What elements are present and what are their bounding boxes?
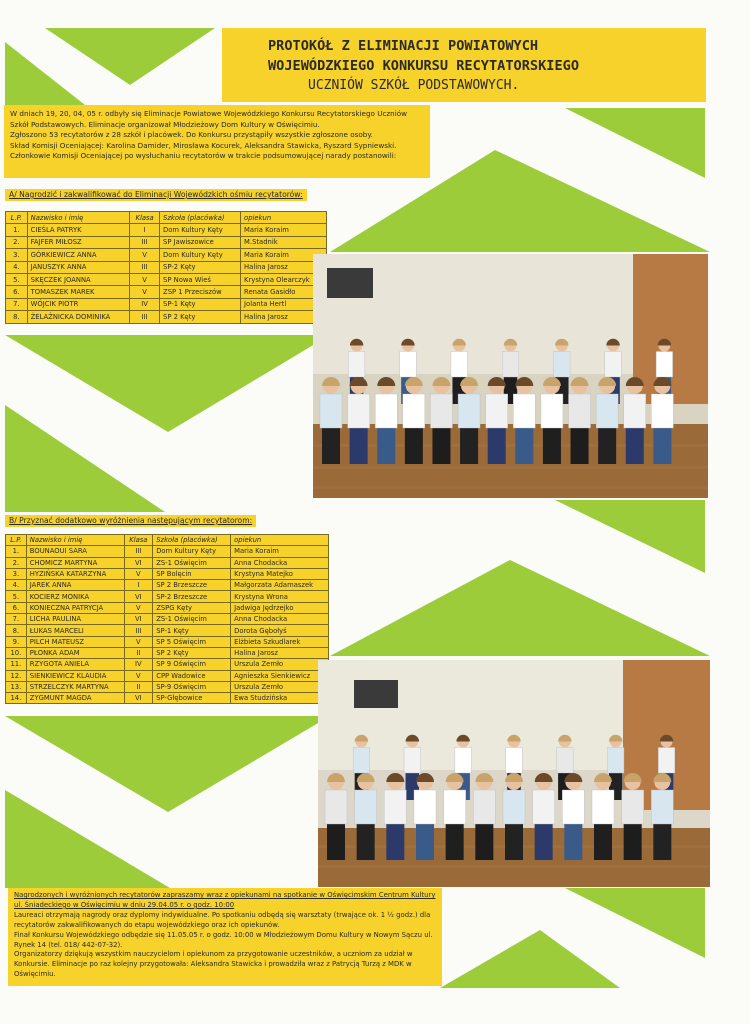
row-number: 8. (6, 625, 27, 636)
student-name: JAREK ANNA (26, 580, 124, 591)
column-header: Klasa (124, 535, 153, 546)
class-grade: V (124, 602, 153, 613)
table-row (6, 670, 329, 681)
green-triangle (440, 930, 620, 988)
class-grade: III (130, 261, 160, 273)
footer-paragraph: Laureaci otrzymają nagrody oraz dyplomy indywidualne. Po spotkaniu odbędą się warsztaty (trwające ok. 1 ½ godz.) dla recytatorów zakwalifikowanych do etapu wojewódzkiego oraz ich opiekunów. (14, 910, 431, 929)
table-row (6, 602, 329, 613)
green-triangle (5, 335, 330, 432)
row-number: 3. (6, 249, 28, 261)
school-name: SP-Głębowice (153, 693, 231, 704)
green-triangle (5, 790, 170, 888)
student-name: RZYGOTA ANIELA (26, 659, 124, 670)
school-name: SP 2 Kęty (153, 647, 231, 658)
teacher-name: Krystyna Wrona (231, 591, 329, 602)
table-row (6, 224, 327, 236)
student-name: PILCH MATEUSZ (26, 636, 124, 647)
column-header: opiekun (241, 212, 327, 224)
green-triangle (5, 716, 330, 812)
row-number: 1. (6, 546, 27, 557)
teacher-name: Halina Jarosz (241, 261, 327, 273)
teacher-name: Urszula Zemło (231, 659, 329, 670)
school-name: SP 2 Brzeszcze (153, 580, 231, 591)
section-a-label: A/ Nagrodzić i zakwalifikować do Eliminacji Wojewódzkich ośmiu recytatorów: (5, 189, 307, 201)
class-grade: VI (124, 614, 153, 625)
awarded-table (5, 211, 327, 324)
school-name: SP-1 Kęty (153, 625, 231, 636)
intro-text (4, 105, 430, 178)
teacher-name: Krystyna Matejko (231, 568, 329, 579)
class-grade: III (130, 236, 160, 248)
school-name: CPP Wadowice (153, 670, 231, 681)
student-name: ZYGMUNT MAGDA (26, 693, 124, 704)
school-name: SP-1 Kęty (160, 298, 241, 310)
student-name: LICHA PAULINA (26, 614, 124, 625)
class-grade: V (130, 249, 160, 261)
teacher-name: M.Stadnik (241, 236, 327, 248)
row-number: 2. (6, 236, 28, 248)
intro-paragraph: Skład Komisji Oceniającej: Karolina Damider, Mirosława Kocurek, Aleksandra Stawicka, Ryszard Sypniewski. Członkowie Komisji Oceniającej po wysłuchaniu recytatorów w trakcie podsumowującej narady postanowili: (10, 140, 397, 161)
column-header: L.P. (6, 535, 27, 546)
title-line-1: PROTOKÓŁ Z ELIMINACJI POWIATOWYCH (268, 38, 539, 54)
green-triangle (5, 42, 85, 105)
row-number: 11. (6, 659, 27, 670)
table-row (6, 568, 329, 579)
group-photo-distinguished (318, 660, 710, 887)
student-name: SKĘCZEK JOANNA (27, 273, 130, 285)
class-grade: II (124, 681, 153, 692)
footer-paragraph: Finał Konkursu Wojewódzkiego odbędzie się 11.05.05 r. o godz. 10:00 w Młodzieżowym Domu Kultury w Nowym Sączu ul. Rynek 14 (tel. 018/ 442-07-32). (14, 930, 433, 949)
school-name: ZS-1 Oświęcim (153, 557, 231, 568)
student-name: KOCIERZ MONIKA (26, 591, 124, 602)
table-row (6, 546, 329, 557)
teacher-name: Elżbieta Szkudlarek (231, 636, 329, 647)
school-name: SP 2 Kęty (160, 311, 241, 323)
student-name: FAJFER MIŁOSZ (27, 236, 130, 248)
student-name: GÓRKIEWICZ ANNA (27, 249, 130, 261)
column-header: Szkoła (placówka) (160, 212, 241, 224)
title-line-3: UCZNIÓW SZKÓŁ PODSTAWOWYCH. (308, 78, 520, 93)
green-triangle (45, 28, 215, 85)
school-name: SP Bolęcin (153, 568, 231, 579)
teacher-name: Jadwiga Jędrzejko (231, 602, 329, 613)
student-name: HYZIŃSKA KATARZYNA (26, 568, 124, 579)
table-row (6, 298, 327, 310)
class-grade: III (124, 546, 153, 557)
school-name: SP-9 Oświęcim (153, 681, 231, 692)
teacher-name: Anna Chodacka (231, 557, 329, 568)
intro-paragraph: Zgłoszono 53 recytatorów z 28 szkół i placówek. Do Konkursu przystąpiły wszystkie zgłoszone osoby. (10, 130, 373, 140)
table-row (6, 591, 329, 602)
teacher-name: Dorota Gębołyś (231, 625, 329, 636)
teacher-name: Renata Gasidło (241, 286, 327, 298)
student-name: KONIECZNA PATRYCJA (26, 602, 124, 613)
teacher-name: Maria Koraim (241, 249, 327, 261)
class-grade: IV (130, 298, 160, 310)
table-row (6, 614, 329, 625)
row-number: 4. (6, 580, 27, 591)
school-name: ZS-1 Oświęcim (153, 614, 231, 625)
class-grade: III (124, 625, 153, 636)
class-grade: V (124, 670, 153, 681)
row-number: 8. (6, 311, 28, 323)
column-header: opiekun (231, 535, 329, 546)
column-header: Nazwisko i imię (26, 535, 124, 546)
table-row (6, 261, 327, 273)
row-number: 9. (6, 636, 27, 647)
column-header: Klasa (130, 212, 160, 224)
title-line-2: WOJEWÓDZKIEGO KONKURSU RECYTATORSKIEGO (268, 58, 579, 74)
table-row (6, 647, 329, 658)
school-name: ZSP 1 Przeciszów (160, 286, 241, 298)
class-grade: I (130, 224, 160, 236)
table-row (6, 693, 329, 704)
student-name: TOMASZEK MAREK (27, 286, 130, 298)
table-row (6, 311, 327, 323)
student-name: WÓJCIK PIOTR (27, 298, 130, 310)
table-row (6, 636, 329, 647)
column-header: Nazwisko i imię (27, 212, 130, 224)
class-grade: V (124, 568, 153, 579)
row-number: 2. (6, 557, 27, 568)
teacher-name: Maria Koraim (231, 546, 329, 557)
teacher-name: Ewa Studzińska (231, 693, 329, 704)
class-grade: VI (124, 557, 153, 568)
student-name: JANUSZYK ANNA (27, 261, 130, 273)
row-number: 6. (6, 602, 27, 613)
green-triangle (565, 108, 705, 178)
class-grade: I (124, 580, 153, 591)
table-row (6, 236, 327, 248)
school-name: SP Nowa Wieś (160, 273, 241, 285)
class-grade: V (130, 286, 160, 298)
teacher-name: Halina Jarosz (241, 311, 327, 323)
teacher-name: Anna Chodacka (231, 614, 329, 625)
green-triangle (5, 405, 165, 512)
table-row (6, 249, 327, 261)
class-grade: III (130, 311, 160, 323)
student-name: PŁONKA ADAM (26, 647, 124, 658)
teacher-name: Urszula Zemło (231, 681, 329, 692)
student-name: ŻELAŹNICKA DOMINIKA (27, 311, 130, 323)
student-name: SIENKIEWICZ KLAUDIA (26, 670, 124, 681)
table-row (6, 580, 329, 591)
teacher-name: Agnieszka Sienkiewicz (231, 670, 329, 681)
class-grade: V (130, 273, 160, 285)
student-name: CIEŚLA PATRYK (27, 224, 130, 236)
table-row (6, 273, 327, 285)
green-triangle (565, 888, 705, 958)
class-grade: II (124, 647, 153, 658)
teacher-name: Halina Jarosz (231, 647, 329, 658)
footer-paragraph: Organizatorzy dziękują wszystkim nauczycielom i opiekunom za przygotowanie uczestników, a uczniom za udział w Konkursie. Eliminacje po raz kolejny przygotowała: Aleksandra Stawicka i prowadziła wraz z Patrycją Turzą z MDK w Oświęcimiu. (14, 950, 413, 979)
footer-invitation: Nagrodzonych i wyróżnionych recytatorów zapraszamy wraz z opiekunami na spotkanie w Oświęcimskim Centrum Kultury ul. Śniadeckiego w Oświęcimiu w dniu 29.04.05 r. o godz. 10:00 (14, 891, 436, 909)
row-number: 5. (6, 273, 28, 285)
class-grade: V (124, 636, 153, 647)
student-name: STRZELCZYK MARTYNA (26, 681, 124, 692)
row-number: 4. (6, 261, 28, 273)
school-name: SP Jawiszowice (160, 236, 241, 248)
section-b-label: B/ Przyznać dodatkowo wyróżnienia następującym recytatorom: (5, 515, 256, 527)
intro-paragraph: W dniach 19, 20, 04, 05 r. odbyły się Eliminacje Powiatowe Wojewódzkiego Konkursu Recytatorskiego Uczniów Szkół Podstawowych. Eliminacje organizował Młodzieżowy Dom Kultury w Oświęcimiu. (10, 109, 408, 129)
row-number: 12. (6, 670, 27, 681)
table-row (6, 659, 329, 670)
school-name: SP-2 Kęty (160, 261, 241, 273)
school-name: Dom Kultury Kęty (153, 546, 231, 557)
table-row (6, 625, 329, 636)
school-name: SP-2 Brzeszcze (153, 591, 231, 602)
table-row (6, 286, 327, 298)
distinguished-table (5, 534, 329, 704)
page-title (222, 28, 706, 102)
class-grade: VI (124, 591, 153, 602)
row-number: 6. (6, 286, 28, 298)
school-name: Dom Kultury Kęty (160, 224, 241, 236)
table-header-row (6, 212, 327, 224)
teacher-name: Maria Koraim (241, 224, 327, 236)
table-header-row (6, 535, 329, 546)
teacher-name: Małgorzata Adamaszek (231, 580, 329, 591)
table-row (6, 681, 329, 692)
school-name: SP 5 Oświęcim (153, 636, 231, 647)
row-number: 10. (6, 647, 27, 658)
table-row (6, 557, 329, 568)
green-triangle (555, 500, 705, 573)
row-number: 14. (6, 693, 27, 704)
row-number: 13. (6, 681, 27, 692)
row-number: 7. (6, 298, 28, 310)
school-name: Dom Kultury Kęty (160, 249, 241, 261)
teacher-name: Jolanta Hertl (241, 298, 327, 310)
student-name: CHOMICZ MARTYNA (26, 557, 124, 568)
student-name: ŁUKAS MARCELI (26, 625, 124, 636)
row-number: 1. (6, 224, 28, 236)
footer-text (8, 888, 442, 986)
row-number: 3. (6, 568, 27, 579)
group-photo-awarded (313, 254, 708, 498)
column-header: L.P. (6, 212, 28, 224)
class-grade: IV (124, 659, 153, 670)
row-number: 5. (6, 591, 27, 602)
row-number: 7. (6, 614, 27, 625)
student-name: BOUNAOUI SARA (26, 546, 124, 557)
column-header: Szkoła (placówka) (153, 535, 231, 546)
class-grade: VI (124, 693, 153, 704)
green-triangle (330, 560, 710, 656)
school-name: ZSPG Kęty (153, 602, 231, 613)
teacher-name: Krystyna Olearczyk (241, 273, 327, 285)
school-name: SP 9 Oświęcim (153, 659, 231, 670)
